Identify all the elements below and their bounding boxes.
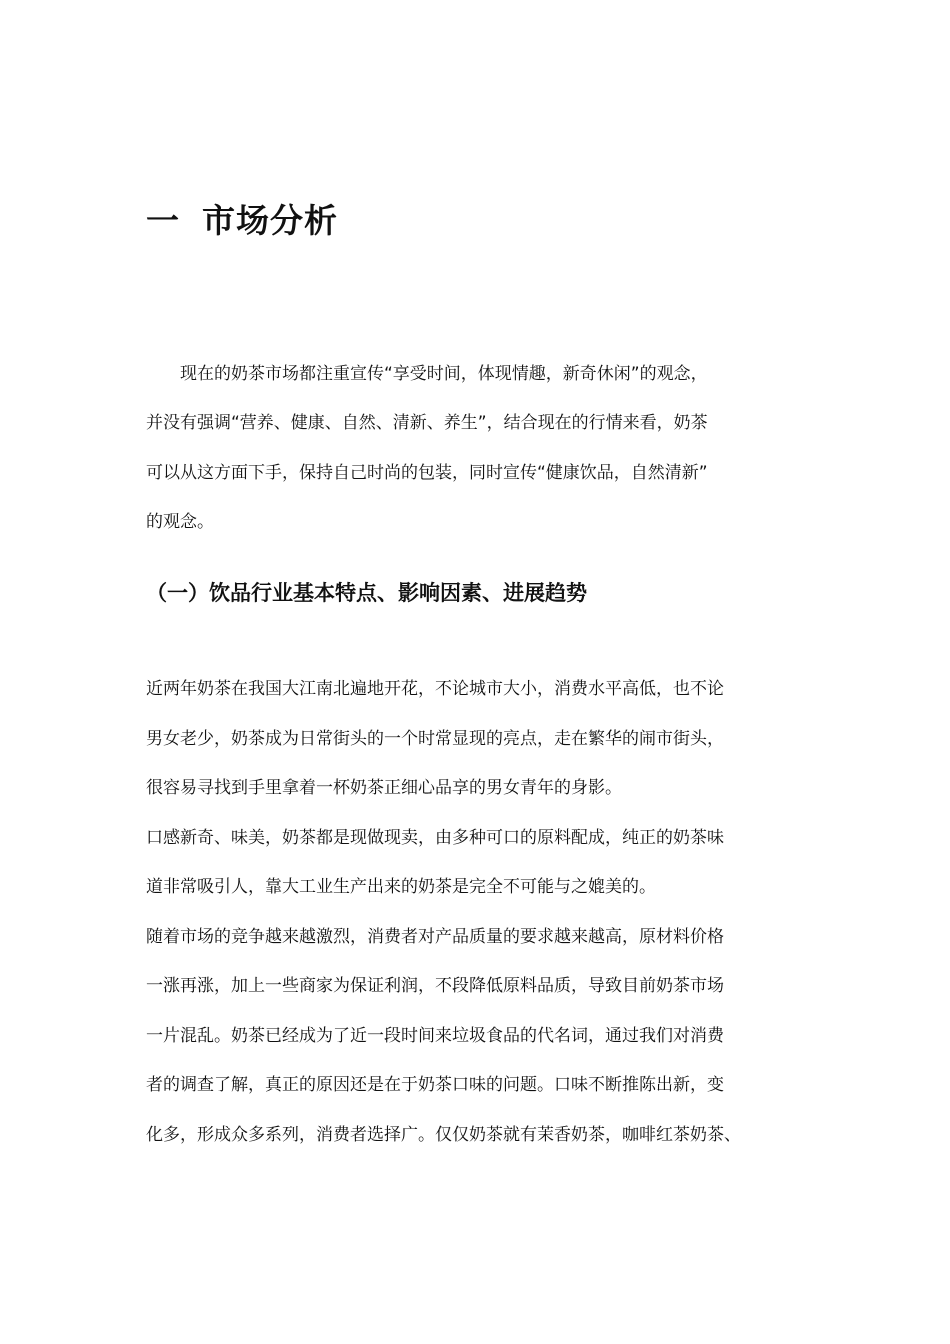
intro-line: 的观念。 [146, 512, 214, 532]
section-heading [146, 195, 338, 242]
body-line: 道非常吸引人，靠大工业生产出来的奶茶是完全不可能与之媲美的。 [146, 877, 656, 897]
section-title: 市场分析 [202, 201, 338, 240]
intro-line: 并没有强调“营养、健康、自然、清新、养生”，结合现在的行情来看，奶茶 [146, 413, 708, 433]
body-line: 很容易寻找到手里拿着一杯奶茶正细心品享的男女青年的身影。 [146, 778, 622, 798]
body-line: 一片混乱。奶茶已经成为了近一段时间来垃圾食品的代名词，通过我们对消费 [146, 1026, 724, 1046]
intro-line: 可以从这方面下手，保持自己时尚的包装，同时宣传“健康饮品，自然清新” [146, 463, 708, 483]
body-line: 近两年奶茶在我国大江南北遍地开花，不论城市大小，消费水平高低，也不论 [146, 679, 724, 699]
body-line: 口感新奇、味美，奶茶都是现做现卖，由多种可口的原料配成，纯正的奶茶味 [146, 828, 724, 848]
body-line: 一涨再涨，加上一些商家为保证利润，不段降低原料品质，导致目前奶茶市场 [146, 976, 724, 996]
subsection-heading: （一）饮品行业基本特点、影响因素、进展趋势 [146, 581, 587, 605]
section-number: 一 [146, 201, 180, 240]
body-line: 随着市场的竞争越来越激烈，消费者对产品质量的要求越来越高，原材料价格 [146, 927, 724, 947]
body-line: 化多，形成众多系列，消费者选择广。仅仅奶茶就有茉香奶茶，咖啡红茶奶茶、 [146, 1125, 741, 1145]
intro-line: 现在的奶茶市场都注重宣传“享受时间，体现情趣，新奇休闲”的观念， [180, 364, 708, 384]
body-line: 男女老少，奶茶成为日常街头的一个时常显现的亮点，走在繁华的闹市街头， [146, 729, 724, 749]
body-line: 者的调查了解，真正的原因还是在于奶茶口味的问题。口味不断推陈出新，变 [146, 1075, 724, 1095]
